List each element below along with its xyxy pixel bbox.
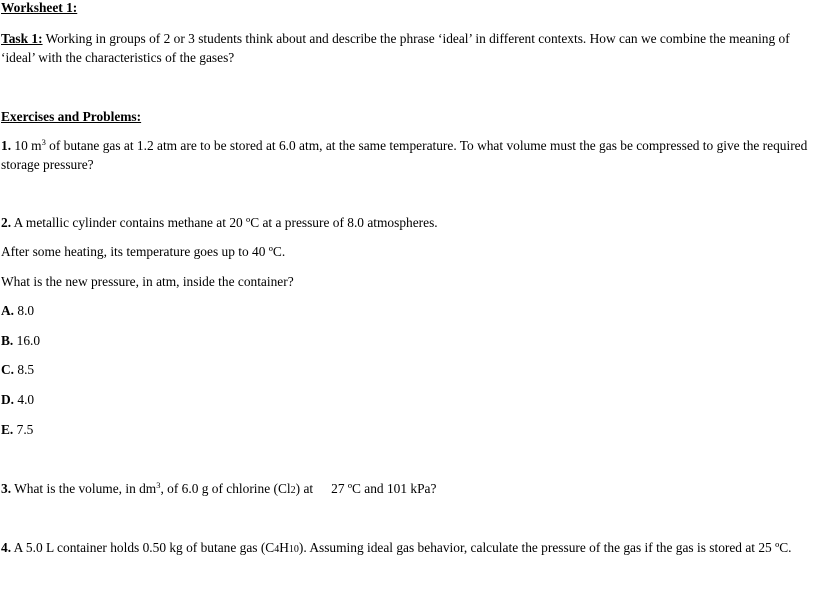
question-3-text-d: 27 ºC and 101 kPa? <box>331 481 437 496</box>
option-d-value: 4.0 <box>14 392 35 407</box>
question-2-number: 2. <box>1 215 12 230</box>
question-1 <box>1 136 813 174</box>
exercises-heading: Exercises and Problems: <box>1 109 142 124</box>
question-4-text-c: ). Assuming ideal gas behavior, calculate the pressure of the gas if the gas is stored at 25 ºC. <box>298 540 792 555</box>
question-3-number: 3. <box>1 481 12 496</box>
question-2-line-3: What is the new pressure, in atm, inside the container? <box>1 274 294 289</box>
question-3-text-b: , of 6.0 g of chlorine (Cl <box>160 481 291 496</box>
option-d <box>1 390 34 409</box>
option-e-letter: E. <box>1 422 14 437</box>
question-3-text-a: What is the volume, in dm <box>11 481 157 496</box>
task-1-text: Working in groups of 2 or 3 students think about and describe the phrase ‘ideal’ in different contexts. How can we combine the meaning of ‘ideal’ with the characteristics of the gases? <box>1 31 790 65</box>
question-2-line-1 <box>1 213 438 232</box>
option-c-value: 8.5 <box>14 362 35 377</box>
question-4-subscript-1: 4 <box>274 544 280 555</box>
question-2-text-1: A metallic cylinder contains methane at 20 ºC at a pressure of 8.0 atmospheres. <box>11 215 438 230</box>
question-4-text-a: A 5.0 L container holds 0.50 kg of butane gas (C <box>11 540 275 555</box>
option-e-value: 7.5 <box>13 422 34 437</box>
question-1-text-b: of butane gas at 1.2 atm are to be stored at 6.0 atm, at the same temperature. To what volume must the gas be compressed to give the required storage pressure? <box>1 138 808 172</box>
worksheet-title: Worksheet 1: <box>1 0 78 15</box>
question-4-number: 4. <box>1 540 12 555</box>
option-a <box>1 301 34 320</box>
question-4 <box>1 538 792 559</box>
question-3-subscript: 2 <box>290 485 296 496</box>
question-3-text-c: ) at <box>295 481 314 496</box>
option-c-letter: C. <box>1 362 15 377</box>
question-2-line-2: After some heating, its temperature goes up to 40 ºC. <box>1 244 286 259</box>
option-c <box>1 360 34 379</box>
option-b <box>1 331 40 350</box>
option-a-value: 8.0 <box>14 303 35 318</box>
task-1-label: Task 1: <box>1 31 43 46</box>
question-4-subscript-2: 10 <box>288 544 299 555</box>
option-e <box>1 420 33 439</box>
option-b-letter: B. <box>1 333 14 348</box>
option-d-letter: D. <box>1 392 15 407</box>
question-3-superscript: 3 <box>156 480 161 490</box>
option-a-letter: A. <box>1 303 15 318</box>
option-b-value: 16.0 <box>13 333 41 348</box>
question-1-text-a: 10 m <box>11 138 42 153</box>
question-4-text-b: H <box>279 540 289 555</box>
task-1 <box>1 29 813 67</box>
question-1-superscript: 3 <box>41 137 46 147</box>
question-1-number: 1. <box>1 138 12 153</box>
question-3 <box>1 479 436 500</box>
